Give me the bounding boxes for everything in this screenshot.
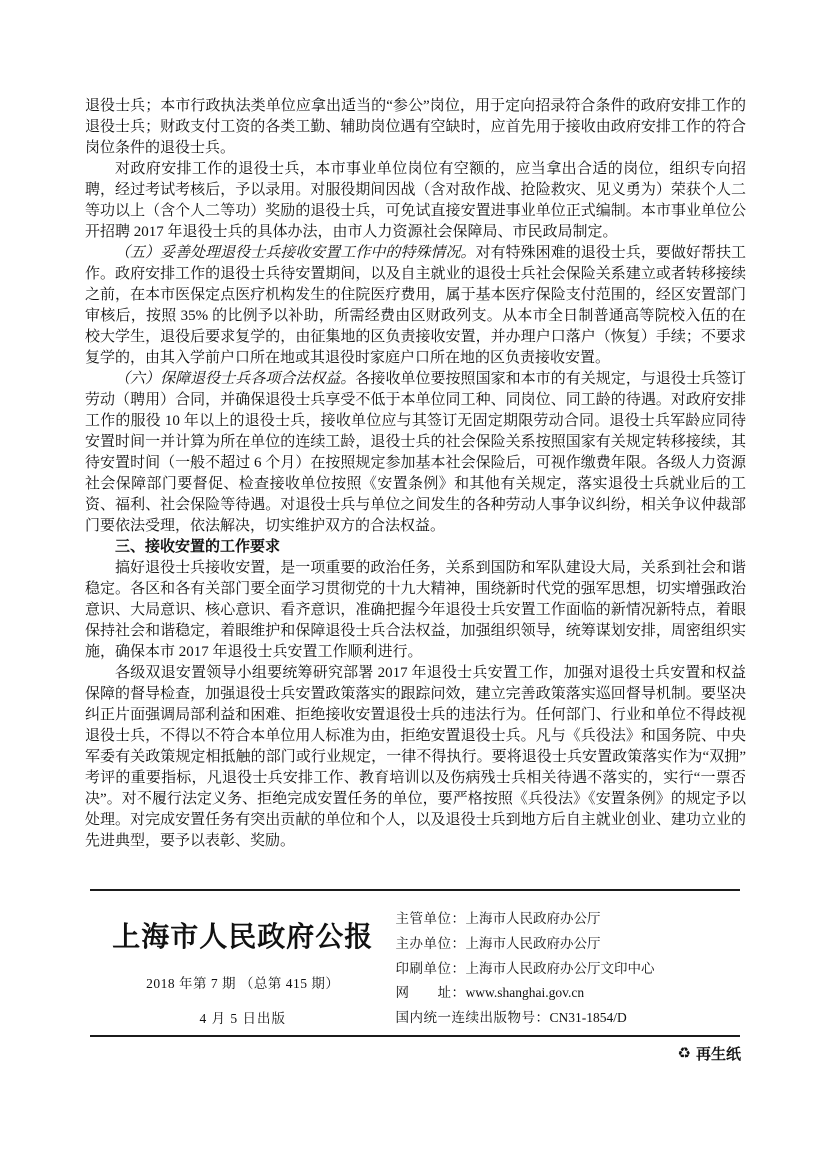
paragraph-item-six (85, 369, 746, 537)
info-row-supervisor (396, 907, 741, 932)
recycled-paper-label: 再生纸 (695, 1047, 741, 1063)
info-value: 上海市人民政府办公厅 (465, 911, 601, 926)
info-row-issn (396, 1006, 741, 1031)
info-value: 上海市人民政府办公厅文印中心 (465, 960, 655, 976)
paragraph-supervision: 各级双退安置领导小组要统筹研究部署 2017 年退役士兵安置工作，加强对退役士兵安置和权益保障的督导检查，加强退役士兵安置政策落实的跟踪问效，建立完善政策落实巡回督导机制。要坚决纠正片面强调局部利益和困难、拒绝接收安置退役士兵的违法行为。任何部门、行业和单位不得歧视退役士兵，不得以不符合本单位用人标准为由，拒绝安置退役士兵。凡与《兵役法》和国务院、中央军委有关政策规定相抵触的部门或行业规定，一律不得执行。要将退役士兵安置政策落实作为“双拥”考评的重要指标，凡退役士兵安排工作、教育培训以及伤病残士兵相关待遇不落实的，实行“一票否决”。对不履行法定义务、拒绝完成安置任务的单位，要严格按照《兵役法》《安置条例》的规定予以处理。对完成安置任务有突出贡献的单位和个人，以及退役士兵到地方后自主就业创业、建功立业的先进典型，要予以表彰、奖励。 (85, 665, 746, 849)
info-label: 网 址： (395, 985, 466, 1001)
info-label: 主管单位： (395, 911, 466, 926)
paragraph-item-five-lead: （五）妥善处理退役士兵接收安置工作中的特殊情况。 (115, 245, 476, 261)
website-url: www.shanghai.gov.cn (465, 985, 585, 1001)
publication-number: CN31-1854/D (549, 1010, 627, 1026)
info-row-website (396, 981, 741, 1006)
gazette-title: 上海市人民政府公报 (112, 922, 374, 953)
issue-line: 2018 年第 7 期 （总第 415 期） (146, 976, 340, 991)
paragraph-continuation: 退役士兵；本市行政执法类单位应拿出适当的“参公”岗位，用于定向招录符合条件的政府安排工作的退役士兵；财政支付工资的各类工勤、辅助岗位遇有空缺时，应首先用于接收由政府安排工作的符合岗位条件的退役士兵。 (85, 98, 746, 156)
paragraph-requirements: 搞好退役士兵接收安置，是一项重要的政治任务，关系到国防和军队建设大局，关系到社会和谐稳定。各区和各有关部门要全面学习贯彻党的十九大精神，围绕新时代党的强军思想，切实增强政治意识、大局意识、核心意识、看齐意识，准确把握今年退役士兵安置工作面临的新情况新特点，着眼保持社会和谐稳定，着眼维护和保障退役士兵合法权益，加强组织领导，统筹谋划安排，周密组织实施，确保本市 2017 年退役士兵安置工作顺利进行。 (85, 560, 746, 660)
publish-date: 4 月 5 日出版 (199, 1011, 287, 1026)
paragraph-item-five-text: 对有特殊困难的退役士兵，要做好帮扶工作。政府安排工作的退役士兵待安置期间，以及自主就业的退役士兵社会保险关系建立或者转移接续之前，在本市医保定点医疗机构发生的住院医疗费用，属于基本医疗保险支付范围的，经区安置部门审核后，按照 35% 的比例予以补助，所需经费由区财政列支。从本市全日制普通高等院校入伍的在校大学生，退役后要求复学的，由征集地的区负责接收安置，并办理户口落户（恢复）手续；不要求复学的，由其入学前户口所在地或其退役时家庭户口所在地的区负责接收安置。 (85, 245, 746, 366)
paragraph-item-five (85, 243, 746, 369)
info-label: 主办单位： (395, 935, 466, 951)
info-row-printer (396, 957, 741, 982)
paragraph-item-six-text: 各接收单位要按照国家和本市的有关规定，与退役士兵签订劳动（聘用）合同，并确保退役士兵享受不低于本单位同工种、同岗位、同工龄的待遇。对政府安排工作的服役 10 年以上的退役士兵，接收单位应与其签订无固定期限劳动合同。退役士兵军龄应同待安置时间一并计算为所在单位的连续工龄，退役士兵的社会保险关系按照国家有关规定转移接续，其待安置时间（一般不超过 6 个月）在按照规定参加基本社会保险后，可视作缴费年限。各级人力资源社会保障部门要督促、检查接收单位按照《安置条例》和其他有关规定，落实退役士兵就业后的工资、福利、社会保险等待遇。对退役士兵与单位之间发生的各种劳动人事争议纠纷，相关争议仲裁部门要依法受理，依法解决，切实维护双方的合法权益。 (85, 371, 746, 534)
info-row-organizer (396, 932, 741, 957)
colophon-box (90, 889, 740, 1037)
recycled-paper-mark (678, 1043, 741, 1064)
info-label: 国内统一连续出版物号： (395, 1010, 550, 1026)
colophon-left (90, 891, 396, 1035)
info-label: 印刷单位： (395, 960, 466, 976)
paragraph-item-six-lead: （六）保障退役士兵各项合法权益。 (115, 371, 356, 387)
info-value: 上海市人民政府办公厅 (465, 935, 601, 951)
recycle-icon: ♻ (677, 1046, 691, 1062)
section-heading: 三、接收安置的工作要求 (115, 539, 281, 555)
paragraph-employment: 对政府安排工作的退役士兵，本市事业单位岗位有空额的，应当拿出合适的岗位，组织专向招聘，经过考试考核后，予以录用。对服役期间因战（含对敌作战、抢险救灾、见义勇为）荣获个人二等功以上（含个人二等功）奖励的退役士兵，可免试直接安置进事业单位正式编制。本市事业单位公开招聘 2017 年退役士兵的具体办法，由市人力资源社会保障局、市民政局制定。 (85, 161, 746, 240)
colophon-right (396, 891, 741, 1035)
document-body (85, 96, 746, 852)
